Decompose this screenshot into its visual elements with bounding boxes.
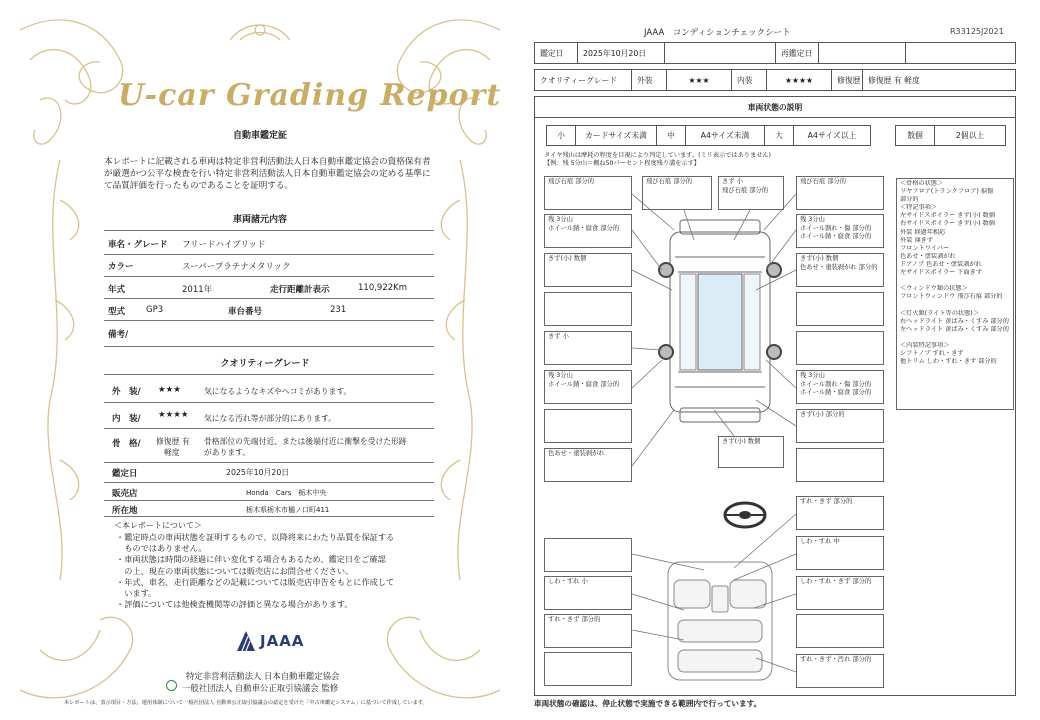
annotation-text: 残 3分山	[800, 216, 825, 223]
reappraisal-value-cell	[818, 42, 906, 64]
chassis-label: 車台番号	[228, 307, 263, 317]
annotation-text: ホイール割れ・傷 部分的	[800, 380, 872, 388]
repair-label-cell: 修復歴	[831, 69, 863, 91]
org-primary: 特定非営利活動法人 日本自動車鑑定協会	[186, 671, 340, 681]
notice-list	[116, 532, 394, 610]
interior-stars-cell: ★★★★	[766, 69, 832, 91]
annotation-text: きず(小) 数個	[548, 255, 587, 262]
size-small-desc: カードサイズ未満	[575, 125, 657, 146]
notice-line: ・車両状態は時間の経過に伴い変化する場合もあるため、鑑定日をご確認	[116, 554, 386, 565]
divider	[104, 402, 434, 403]
shop-value: Honda Cars 栃木中央	[246, 489, 327, 497]
inspection-footer-note: 車両状態の確認は、停止状態で実施できる範囲内で行っています。	[534, 699, 762, 708]
note-line: ＜灯火類(ライト等の状態)＞	[900, 309, 979, 317]
sheet-title: JAAA コンディションチェックシート	[644, 28, 791, 38]
address-value: 栃木県栃木市樋ノ口町411	[246, 506, 330, 514]
exterior-label: 外 装/	[112, 387, 141, 397]
interior-label: 内 装/	[112, 414, 141, 424]
date-label-cell: 鑑定日	[534, 42, 578, 64]
mileage-value: 110,922Km	[358, 283, 408, 293]
annotation-text: 残 3分山	[800, 372, 825, 379]
size-large-label: 大	[764, 125, 794, 146]
note-line: ＜骨格の状態＞	[900, 180, 944, 187]
note-line: ドアノブ 色あせ・塗装剥がれ	[900, 260, 982, 268]
note-line: 左サイドスポイラー 下面きず	[900, 269, 982, 277]
interior-leader-lines	[534, 490, 896, 690]
notice-title: ＜本レポートについて＞	[114, 521, 202, 530]
fair-trade-mark-icon	[166, 680, 177, 691]
blank-cell	[664, 42, 776, 64]
divider	[104, 230, 434, 231]
annotation-text: きず 小	[722, 178, 743, 185]
annotation-text: 残 3分山	[548, 216, 573, 223]
divider	[104, 320, 434, 321]
size-small-label: 小	[546, 125, 576, 146]
note-line: 部分的	[900, 196, 919, 204]
annotation-text: きず 小	[548, 333, 569, 340]
frame-label: 骨 格/	[112, 439, 141, 449]
repair-value-cell: 修復歴 有 軽度	[862, 69, 1016, 91]
count-label: 数個	[895, 125, 935, 146]
interior-desc: 気になる汚れ等が部分的にあります。	[204, 414, 336, 423]
certificate-subtitle: 自動車鑑定証	[232, 131, 287, 141]
note-line: 右サイドスポイラー きず(小) 数個	[900, 220, 995, 228]
notice-line: います。	[116, 588, 157, 599]
divider	[104, 298, 434, 299]
date-value: 2025年10月20日	[226, 468, 290, 477]
size-medium-label: 中	[656, 125, 686, 146]
color-value: スーパープラチナメタリック	[182, 262, 291, 272]
jaaa-logo-text: JAAA	[260, 632, 305, 650]
color-label: カラー	[108, 262, 134, 272]
report-title: U-car Grading Report	[118, 78, 502, 113]
frame-value: 修復歴 有	[156, 437, 190, 446]
footer-note: 本レポートは、表示項目・方法、運用体制について一般社団法人 自動車公正取引協議会の認定を受けた「中古車鑑定システム」に基づいて作成しています。	[64, 700, 428, 706]
shop-label: 販売店	[112, 489, 138, 499]
note-line	[900, 277, 1010, 285]
chassis-value: 231	[330, 305, 347, 315]
note-line: フロントワイパー	[900, 244, 950, 252]
reappraisal-label-cell: 再鑑定日	[775, 42, 819, 64]
exterior-label-cell: 外装	[631, 69, 667, 91]
interior-label-cell: 内装	[731, 69, 767, 91]
note-line: リヤフロア(トランクフロア) 損傷	[900, 188, 994, 196]
exterior-stars-cell: ★★★	[666, 69, 732, 91]
leader-lines	[534, 170, 896, 490]
annotation-text: きず(小) 数個	[800, 255, 839, 262]
note-line: 左サイドスポイラー きず(小) 数個	[900, 212, 995, 220]
divider	[104, 276, 434, 277]
note-line: ＜特記事項＞	[900, 204, 938, 212]
note-line: フロントウィンドウ 飛び石痕 部分的	[900, 293, 1003, 301]
intro-paragraph: 本レポートに記載される車両は特定非営利活動法人日本自動車鑑定協会の資格保有者が厳選かつ公平な検査を行い特定非営利活動法人日本自動車鑑定協会の定める基準にて品質評価を行ったものであることを証明する。	[104, 157, 431, 192]
annotation-text: すれ・きず 部分的	[548, 616, 601, 623]
section-title: 車両状態の説明	[534, 96, 1016, 118]
model-label: 型式	[108, 307, 126, 317]
note-line: 色あせ・塗装剥がれ	[900, 252, 956, 260]
note-line: 外装 経過年相応	[900, 228, 946, 236]
frame-desc: 骨格部位の先端付近、または後端付近に衝撃を受けた形跡	[204, 437, 407, 446]
address-label: 所在地	[112, 506, 138, 516]
annotation-text: 色あせ・塗装剥がれ 部分的	[800, 263, 878, 271]
annotation-text: すれ・きず・汚れ 部分的	[800, 656, 872, 663]
notice-line: の上、現在の車両状態については販売店にお問合せください。	[116, 565, 354, 576]
size-medium-desc: A4サイズ未満	[685, 125, 765, 146]
annotation-text: すれ・きず 部分的	[800, 498, 853, 505]
specs-heading: 車両諸元内容	[232, 215, 287, 225]
annotation-text: ホイール錆・腐食 部分的	[548, 224, 620, 232]
name-label: 車名・グレード	[108, 240, 168, 250]
annotation-text: 飛び石痕 部分的	[548, 178, 595, 185]
org-supervisor: 一般社団法人 自動車公正取引協議会 監修	[182, 683, 339, 693]
mileage-label: 走行距離計表示	[270, 285, 330, 295]
annotation-text: 残 3分山	[548, 372, 573, 379]
note-line: 他トリム しわ・すれ・きず 部分的	[900, 358, 997, 366]
note-line: ＜内装特記事項＞	[900, 341, 950, 349]
name-value: フリードハイブリッド	[182, 240, 266, 250]
frame-severity: 軽度	[164, 448, 180, 457]
tire-example: 【例：残 5分山＝概ね50パーセント程度残り溝を示す】	[544, 160, 700, 167]
note-line	[900, 334, 1010, 342]
condition-notes-panel	[896, 178, 1014, 410]
divider	[104, 374, 434, 375]
annotation-text: 飛び石痕 部分的	[646, 178, 693, 185]
divider	[104, 482, 434, 483]
size-large-desc: A4サイズ以上	[793, 125, 871, 146]
blank-cell	[905, 42, 1016, 64]
note-line: 右ヘッドライト 黄ばみ・くすみ 部分的	[900, 317, 1009, 325]
divider	[104, 428, 434, 429]
date-label: 鑑定日	[112, 469, 138, 479]
divider	[104, 500, 434, 501]
grade-label-cell: クオリティーグレード	[534, 69, 632, 91]
interior-stars: ★★★★	[158, 410, 189, 420]
annotation-text: ホイール錆・腐食 部分的	[548, 380, 620, 388]
note-line: ＜ウィンドウ類の状態＞	[900, 285, 968, 293]
divider	[104, 516, 434, 517]
count-value: 2個以上	[934, 125, 1006, 146]
divider	[104, 462, 434, 463]
jaaa-emblem-icon	[236, 630, 256, 652]
model-value: GP3	[146, 305, 164, 315]
notice-line: ・評価については他検査機関等の評価と異なる場合があります。	[116, 599, 353, 610]
year-value: 2011年	[182, 285, 213, 295]
annotation-text: しわ・すれ・きず 部分的	[800, 578, 872, 585]
date-value-cell: 2025年10月20日	[577, 42, 665, 64]
tire-note: タイヤ残山は摩耗の程度を目視により判定しています。(ミリ表示ではありません)	[544, 152, 771, 159]
annotation-text: ホイール割れ・傷 部分的	[800, 224, 872, 232]
annotation-text: しわ・すれ 中	[800, 538, 840, 545]
annotation-text: ホイール錆・腐食 部分的	[800, 389, 872, 396]
note-line: 外装 薄きず	[900, 236, 933, 244]
divider	[104, 254, 434, 255]
notice-line: ものではありません。	[116, 543, 207, 554]
note-line: シフトノブ すれ・きず	[900, 349, 964, 357]
annotation-text: 飛び石痕 部分的	[800, 178, 847, 185]
annotation-text: きず(小) 数個	[722, 438, 761, 445]
exterior-desc: 気になるようなキズやヘコミがあります。	[204, 387, 352, 396]
annotation-text: きず(小) 部分的	[800, 411, 845, 418]
notice-line: ・年式、車名、走行距離などの記載については販売店申告をもとに作成して	[116, 576, 395, 587]
exterior-stars: ★★★	[158, 385, 181, 395]
document-id: R33125J2021	[950, 27, 1004, 36]
jaaa-logo	[236, 630, 304, 652]
year-label: 年式	[108, 285, 126, 295]
notice-line: ・鑑定時点の車両状態を証明するもので、以降将来にわたり品質を保証する	[116, 532, 395, 542]
annotation-text: 飛び石痕 部分的	[722, 186, 769, 194]
frame-desc-cont: があります。	[204, 448, 251, 457]
note-line	[900, 301, 1010, 309]
annotation-text: 色あせ・塗装剥がれ	[548, 450, 605, 457]
divider	[104, 346, 434, 347]
annotation-text: しわ・すれ 小	[548, 578, 588, 585]
note-line: 左ヘッドライト 黄ばみ・くすみ 部分的	[900, 325, 1009, 333]
annotation-text: ホイール錆・腐食 部分的	[800, 233, 872, 240]
quality-heading: クオリティーグレード	[220, 359, 310, 369]
notes-label: 備考/	[108, 330, 129, 340]
